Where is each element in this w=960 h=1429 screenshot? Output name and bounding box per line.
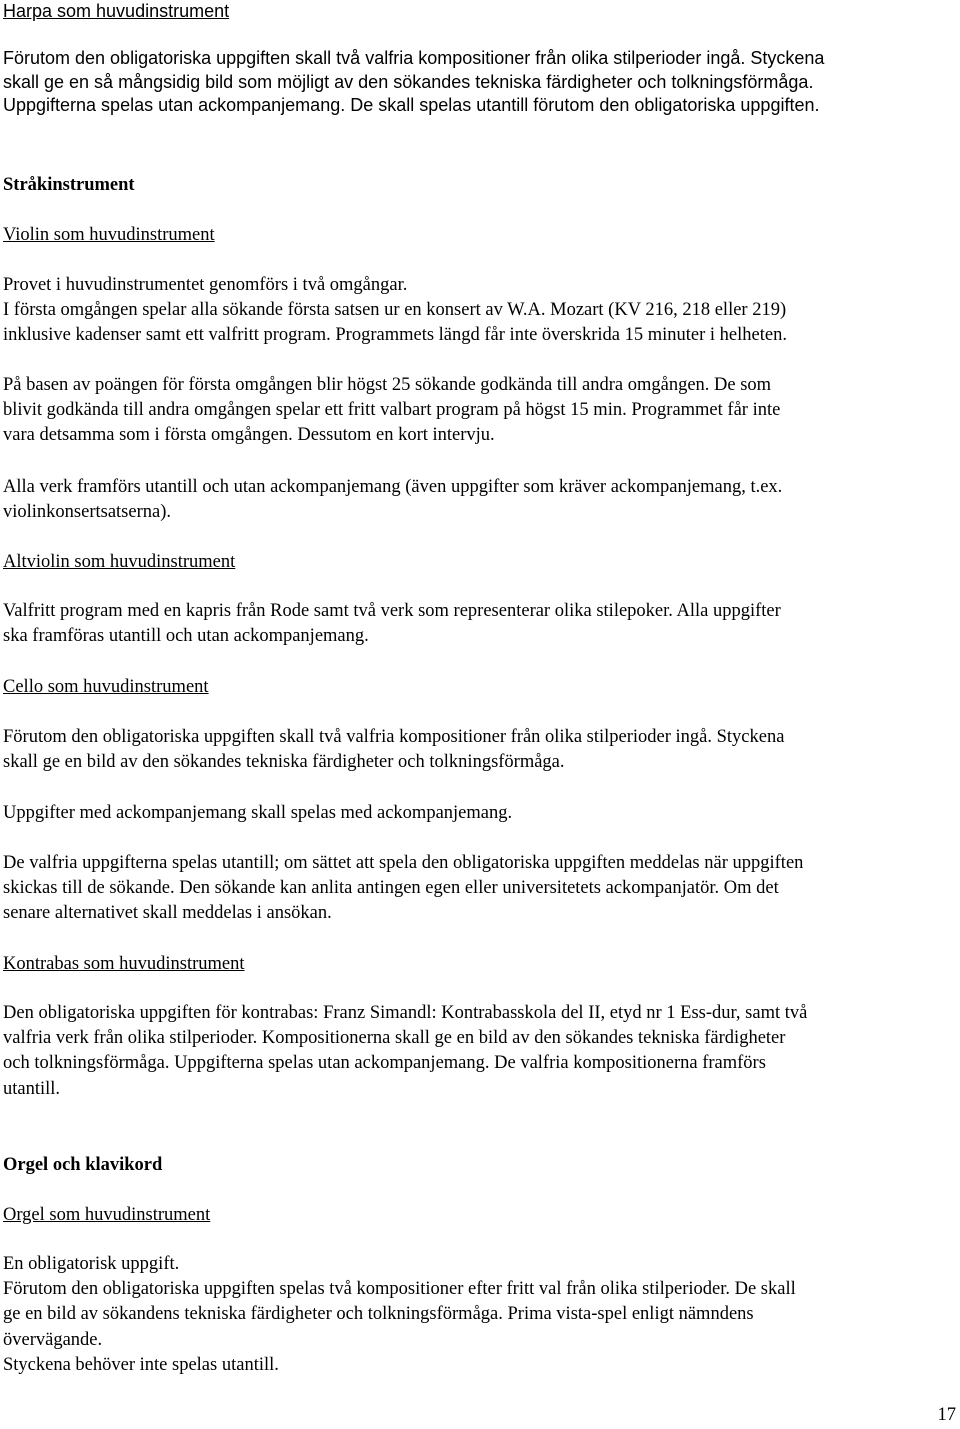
violin-paragraph-3 [3,475,954,525]
text-line: senare alternativet skall meddelas i ansökan. [3,903,332,924]
altviolin-paragraph [3,599,954,649]
text-line: violinkonsertsatserna). [3,502,171,523]
text-line: skickas till de sökande. Den sökande kan anlita antingen egen eller universitetets ackompanjatör. Om det [3,878,779,899]
text-line: utantill. [3,1078,61,1099]
text-line: och tolkningsförmåga. Uppgifterna spelas utan ackompanjemang. De valfria kompositionerna framförs [3,1053,766,1074]
text-line: Uppgifterna spelas utan ackompanjemang. De skall spelas utantill förutom den obligatoriska uppgiften. [3,95,820,115]
section-heading-strakinstrument: Stråkinstrument [3,175,135,195]
harpa-paragraph [3,47,954,118]
altviolin-heading: Altviolin som huvudinstrument [3,552,236,572]
text-line: Förutom den obligatoriska uppgiften skall två valfria kompositioner från olika stilperioder ingå. Styckena [3,48,825,68]
text-line: vara detsamma som i första omgången. Dessutom en kort intervju. [3,425,495,446]
violin-heading: Violin som huvudinstrument [3,225,215,245]
text-line: blivit godkända till andra omgången spelar ett fritt valbart program på högst 15 min. Programmet får inte [3,400,781,421]
text-line: Alla verk framförs utantill och utan ackompanjemang (även uppgifter som kräver ackompanjemang, t.ex. [3,477,783,497]
cello-paragraph-1 [3,725,954,775]
section-heading-orgel: Orgel och klavikord [3,1155,163,1175]
text-line: ska framföras utantill och utan ackompanjemang. [3,626,369,647]
text-line: På basen av poängen för första omgången blir högst 25 sökande godkända till andra omgången. De som [3,375,772,395]
text-line: ge en bild av sökandens tekniska färdigheter och tolkningsförmåga. Prima vista-spel enligt nämndens [3,1304,754,1325]
text-line: skall ge en så mångsidig bild som möjligt av den sökandes tekniska färdigheter och tolkningsförmåga. [3,71,814,92]
text-line: skall ge en bild av den sökandes tekniska färdigheter och tolkningsförmåga. [3,752,565,773]
kontrabas-paragraph [3,1001,954,1102]
text-line: Den obligatoriska uppgiften för kontrabas: Franz Simandl: Kontrabasskola del II, etyd nr 1 Ess-dur, samt två [3,1003,808,1023]
text-line: valfria verk från olika stilperioder. Kompositionerna skall ge en bild av den sökandes tekniska färdigheter [3,1028,786,1049]
text-line: övervägande. [3,1329,103,1350]
harpa-heading: Harpa som huvudinstrument [3,1,230,21]
text-line: Förutom den obligatoriska uppgiften spelas två kompositioner efter fritt val från olika stilperioder. De skall [3,1279,796,1300]
cello-paragraph-3 [3,851,954,927]
text-line: En obligatorisk uppgift. [3,1254,180,1274]
text-line: De valfria uppgifterna spelas utantill; om sättet att spela den obligatoriska uppgiften meddelas när uppgiften [3,853,804,873]
orgel-paragraph [3,1252,954,1378]
text-line: Uppgifter med ackompanjemang skall spelas med ackompanjemang. [3,803,513,823]
cello-paragraph-2 [3,801,954,826]
text-line: Valfritt program med en kapris från Rode samt två verk som representerar olika stilepoker. Alla uppgifter [3,601,781,621]
page-number: 17 [937,1405,956,1425]
text-line: inklusive kadenser samt ett valfritt program. Programmets längd får inte överskrida 15 minuter i helheten. [3,325,787,346]
orgel-heading: Orgel som huvudinstrument [3,1205,211,1225]
violin-paragraph-2 [3,373,954,449]
text-line: Styckena behöver inte spelas utantill. [3,1354,279,1375]
kontrabas-heading: Kontrabas som huvudinstrument [3,954,245,974]
text-line: I första omgången spelar alla sökande första satsen ur en konsert av W.A. Mozart (KV 216, 218 eller 219) [3,300,787,321]
violin-paragraph-1 [3,273,954,349]
cello-heading: Cello som huvudinstrument [3,677,209,697]
text-line: Förutom den obligatoriska uppgiften skall två valfria kompositioner från olika stilperioder ingå. Styckena [3,727,785,747]
text-line: Provet i huvudinstrumentet genomförs i två omgångar. [3,275,408,295]
